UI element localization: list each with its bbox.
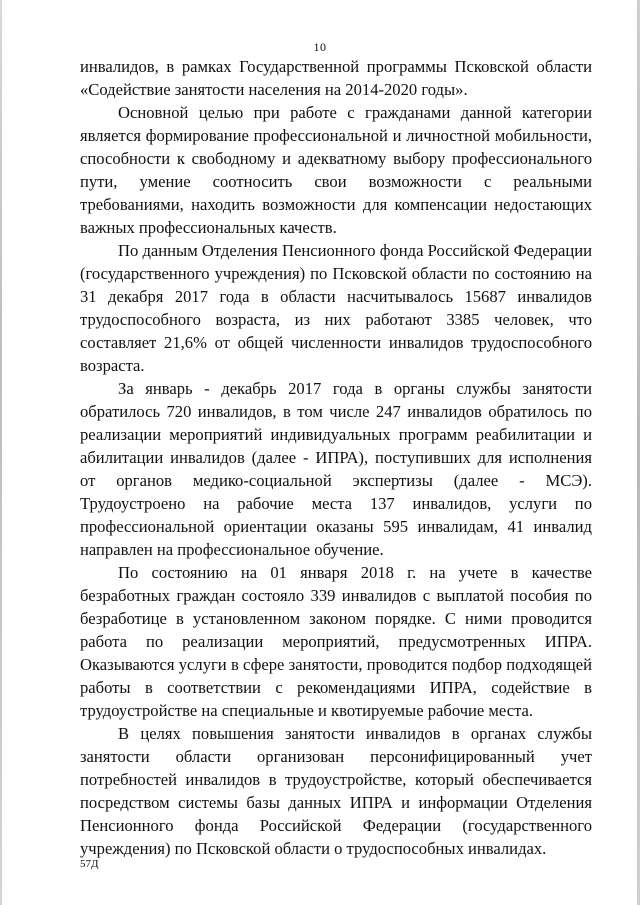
- paragraph-unemployed-2018: По состоянию на 01 января 2018 г. на учете в качестве безработных граждан состояло 339 инвалидов с выплатой пособия по безработице в установленном законом порядке. С ними проводится работа по реализации мероприятий, предусмотренных ИПРА. Оказываются услуги в сфере занятости, проводится подбор подходящей работы в соответствии с рекомендациями ИПРА, содействие в трудоустройстве на специальные и квотируемые рабочие места.: [80, 563, 592, 720]
- page-number: 10: [313, 40, 327, 54]
- paragraph-personalized-accounting: В целях повышения занятости инвалидов в органах службы занятости области организован персонифицированный учет потребностей инвалидов в трудоустройстве, который обеспечивается посредством системы базы данных ИПРА и информации Отделения Пенсионного фонда Российской Федерации (государственного учреждения) по Псковской области о трудоспособных инвалидах.: [80, 724, 592, 858]
- paragraph-pension-fund-data: По данным Отделения Пенсионного фонда Российской Федерации (государственного учреждения) по Псковской области по состоянию на 31 декабря 2017 года в области насчитывалось 15687 инвалидов трудоспособного возраста, из них работают 3385 человек, что составляет 21,6% от общей численности инвалидов трудоспособного возраста.: [80, 241, 592, 375]
- paragraph-goal: Основной целью при работе с гражданами данной категории является формирование профессиональной и личностной мобильности, способности к свободному и адекватному выбору профессионального пути, умение соотносить свои возможности с реальными требованиями, находить возможности для компенсации недостающих важных профессиональных качеств.: [80, 103, 592, 237]
- document-body: [80, 55, 592, 860]
- scan-edge-left: [0, 0, 2, 905]
- footer-code: 57Д: [80, 858, 99, 870]
- paragraph-continuation: инвалидов, в рамках Государственной программы Псковской области «Содействие занятости населения на 2014-2020 годы».: [80, 57, 592, 99]
- paragraph-employment-2017: За январь - декабрь 2017 года в органы службы занятости обратилось 720 инвалидов, в том числе 247 инвалидов обратилось по реализации мероприятий индивидуальных программ реабилитации и абилитации инвалидов (далее - ИПРА), поступивших для исполнения от органов медико-социальной экспертизы (далее - МСЭ). Трудоустроено на рабочие места 137 инвалидов, услуги по профессиональной ориентации оказаны 595 инвалидам, 41 инвалид направлен на профессиональное обучение.: [80, 379, 592, 559]
